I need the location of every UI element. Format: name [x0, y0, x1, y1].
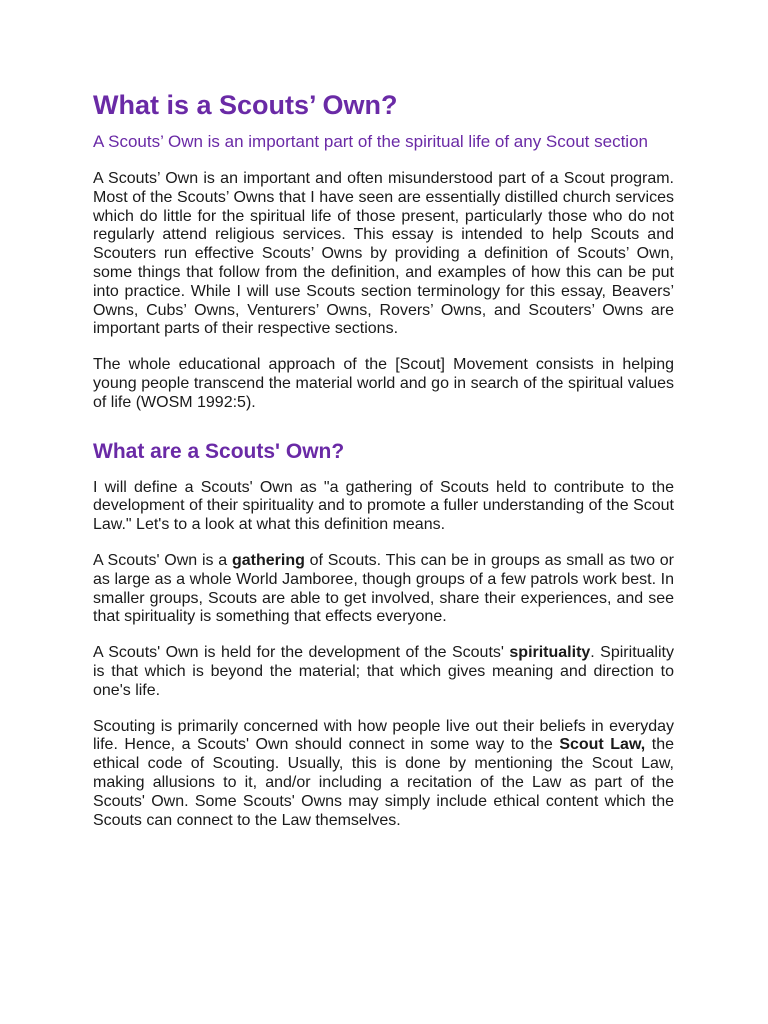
law-bold-term: Scout Law,	[559, 736, 646, 754]
definition-paragraph: I will define a Scouts' Own as "a gathering of Scouts held to contribute to the development of their spirituality and to promote a fuller understanding of the Scout Law." Let's to a look at what this definition means.	[93, 478, 674, 534]
document-page	[93, 88, 674, 830]
gathering-text-before: A Scouts' Own is a	[93, 551, 232, 569]
spirituality-bold-term: spirituality	[509, 644, 591, 662]
gathering-paragraph	[93, 552, 674, 627]
spirituality-text-after: . Spirituality is that which is beyond the material; that which gives meaning and direction to one's life.	[93, 644, 674, 699]
section-heading: What are a Scouts' Own?	[93, 439, 345, 463]
quote-paragraph: The whole educational approach of the [Scout] Movement consists in helping young people transcend the material world and go in search of the spiritual values of life (WOSM 1992:5).	[93, 356, 674, 411]
intro-paragraph: A Scouts’ Own is an important and often misunderstood part of a Scout program. Most of the Scouts’ Owns that I have seen are essentially distilled church services which do little for the spiritual life of those present, particularly those who do not regularly attend religious services. This essay is intended to help Scouts and Scouters run effective Scouts’ Owns by providing a definition of Scouts’ Own, some things that follow from the definition, and examples of how this can be put into practice. While I will use Scouts section terminology for this essay, Beavers’ Owns, Cubs’ Owns, Venturers’ Owns, Rovers’ Owns, and Scouters’ Owns are important parts of their respective sections.	[93, 170, 674, 338]
law-text-after: the ethical code of Scouting. Usually, this is done by mentioning the Scout Law, making allusions to it, and/or including a recitation of the Law as part of the Scouts' Own. Some Scouts' Owns may simply include ethical content which the Scouts can connect to the Law themselves.	[93, 736, 675, 829]
scout-law-paragraph	[93, 718, 674, 831]
page-subtitle: A Scouts’ Own is an important part of the spiritual life of any Scout section	[93, 132, 648, 151]
spirituality-text-before: A Scouts' Own is held for the development of the Scouts'	[93, 644, 510, 662]
gathering-text-after: of Scouts. This can be in groups as small as two or as large as a whole World Jamboree, though groups of a few patrols work best. In smaller groups, Scouts are able to get involved, share their experiences, and see that spirituality is something that effects everyone.	[93, 551, 674, 626]
gathering-bold-term: gathering	[231, 551, 305, 569]
page-title: What is a Scouts’ Own?	[93, 90, 398, 120]
spirituality-paragraph	[93, 644, 674, 700]
law-text-before: Scouting is primarily concerned with how people live out their beliefs in everyday life. Hence, a Scouts' Own should connect in some way to the	[93, 717, 674, 754]
